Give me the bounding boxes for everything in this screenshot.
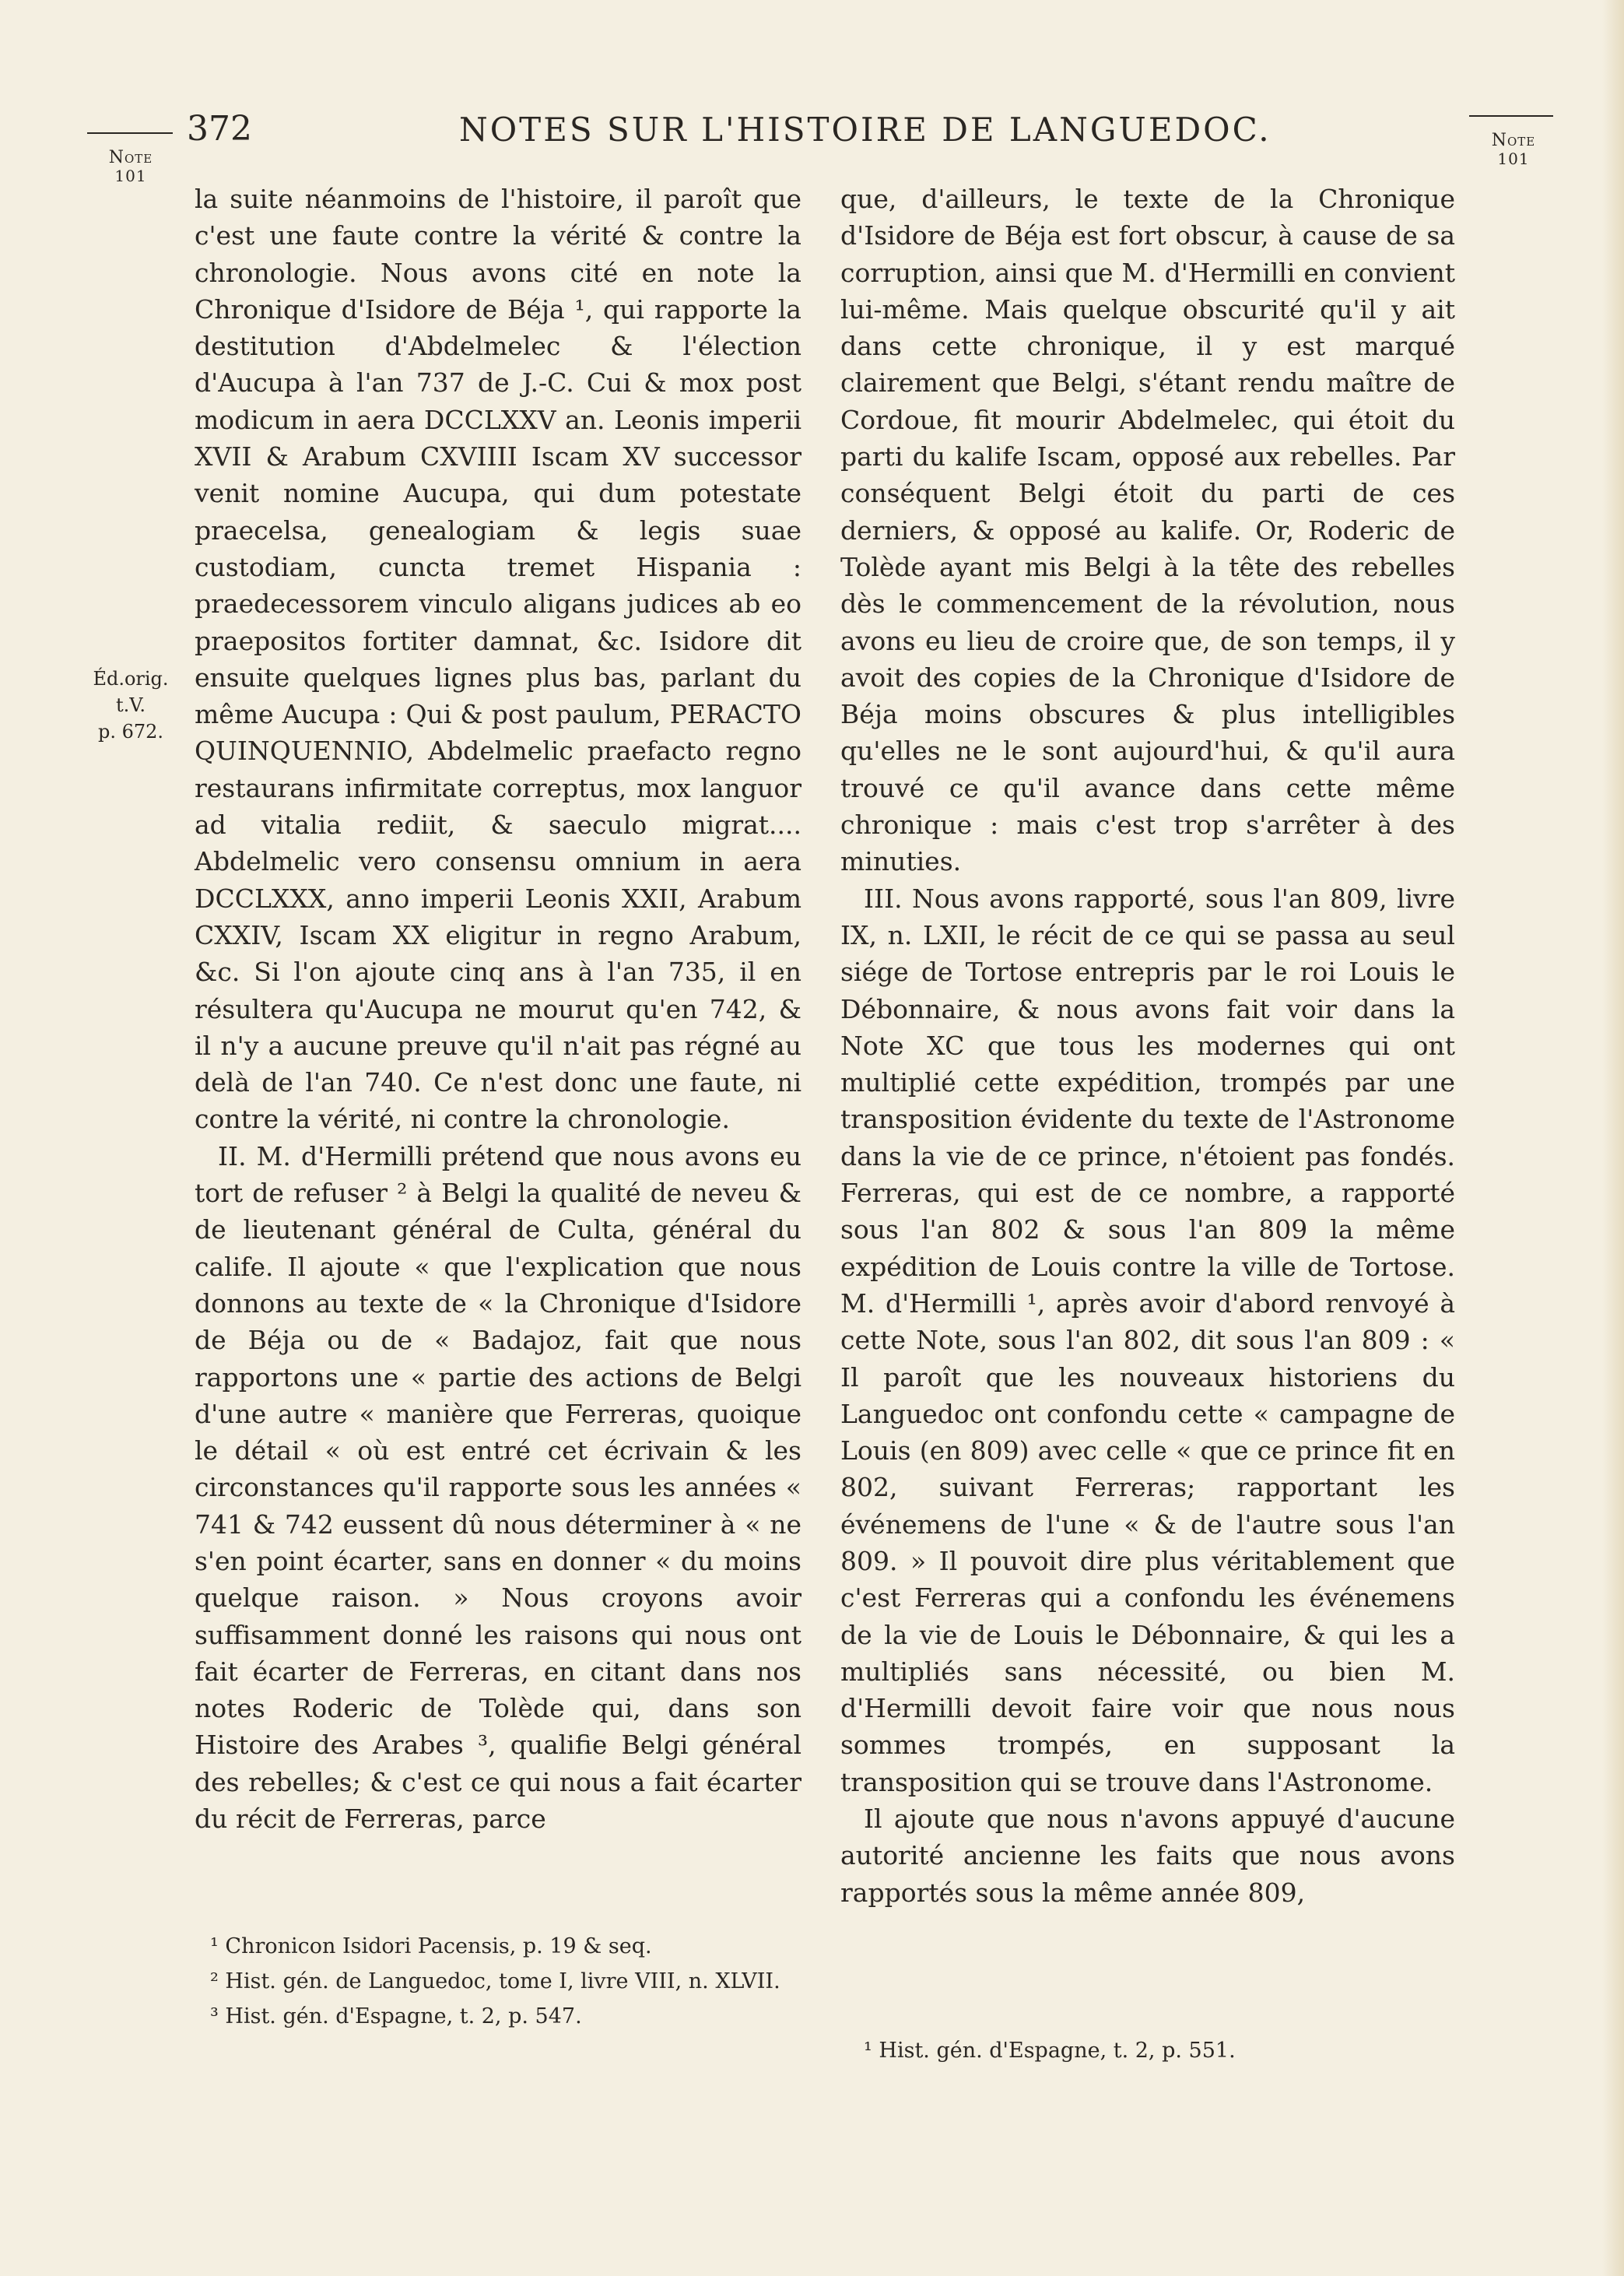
paragraph: Il ajoute que nous n'avons appuyé d'aucune autorité ancienne les faits que nous avons rapportés sous la même année 809, [840,1804,1455,1908]
margin-note-number: 101 [1497,149,1530,169]
paragraph: II. M. d'Hermilli prétend que nous avons eu tort de refuser ² à Belgi la qualité de neveu & de lieutenant général de Culta, général du calife. Il ajoute « que l'explication que nous donnons au texte de « la Chronique d'Isidore de Béja ou de « Badajoz, fait que nous rapportons une « partie des actions de Belgi d'une autre « manière que Ferreras, quoique le détail « où est entré cet écrivain & les circonstances qu'il rapporte sous les années « 741 & 742 eussent dû nous déterminer à « ne s'en point écarter, sans en donner « du moins quelque raison. » Nous croyons avoir suffisamment donné les raisons qui nous ont fait écarter de Ferreras, en citant dans nos notes Roderic de Tolède qui, dans son Histoire des Arabes ³, qualifie Belgi général des rebelles; & c'est ce qui nous a fait écarter du récit de Ferreras, parce [195,1140,801,1835]
paragraph: que, d'ailleurs, le texte de la Chronique d'Isidore de Béja est fort obscur, à cause de sa corruption, ainsi que M. d'Hermilli en convient lui-même. Mais quelque obscurité qu'il y ait dans cette chronique, il y est marqué clairement que Belgi, s'étant rendu maître de Cordoue, fit mourir Abdelmelec, qui étoit du parti du kalife Iscam, opposé aux rebelles. Par conséquent Belgi étoit du parti de ces derniers, & opposé au kalife. Or, Roderic de Tolède ayant mis Belgi à la tête des rebelles dès le commencement de la révolution, nous avons eu lieu de croire que, de son temps, il y avoit des copies de la Chronique d'Isidore de Béja moins obscures & plus intelligibles qu'elles ne le sont aujourd'hui, & qu'il aura trouvé ce qu'il avance dans cette même chronique : mais c'est trop s'arrêter à des minuties. [840,184,1455,877]
edition-sidenote [84,666,177,745]
paragraph: III. Nous avons rapporté, sous l'an 809, livre IX, n. LXII, le récit de ce qui se passa au seul siége de Tortose entrepris par le roi Louis le Débonnaire, & nous avons fait voir dans la Note XC que tous les modernes qui ont multiplié cette expédition, trompés par une transposition évidente du texte de l'Astronome dans la vie de ce prince, n'étoient pas fondés. Ferreras, qui est de ce nombre, a rapporté sous l'an 802 & sous l'an 809 la même expédition de Louis contre la ville de Tortose. M. d'Hermilli ¹, après avoir d'abord renvoyé à cette Note, sous l'an 802, dit sous l'an 809 : « Il paroît que les nouveaux historiens du Languedoc ont confondu cette « campagne de Louis (en 809) avec celle « que ce prince fit en 802, suivant Ferreras; rapportant les événemens de l'une « & de l'autre sous l'an 809. » Il pouvoit dire plus véritablement que c'est Ferreras qui a confondu les événemens de la vie de Louis le Débonnaire, & qui les a multipliés sans nécessité, ou bien M. d'Hermilli devoit faire voir que nous nous sommes trompés, en supposant la transposition qui se trouve dans l'Astronome. [840,883,1455,1797]
right-column [840,181,1455,1911]
margin-rule-right [1469,115,1553,117]
margin-note-label: Note [1491,131,1536,150]
paragraph: la suite néanmoins de l'histoire, il paroît que c'est une faute contre la vérité & contre la chronologie. Nous avons cité en note la Chronique d'Isidore de Béja ¹, qui rapporte la destitution d'Abdelmelec & l'élection d'Aucupa à l'an 737 de J.-C. Cui & mox post modicum in aera DCCLXXV an. Leonis imperii XVII & Arabum CXVIIII Iscam XV successor venit nomine Aucupa, qui dum potestate praecelsa, genealogiam & legis suae custodiam, cuncta tremet Hispania : praedecessorem vinculo aligans judices ab eo praepositos fortiter damnat, &c. Isidore dit ensuite quelques lignes plus bas, parlant du même Aucupa : Qui & post paulum, PERACTO QUINQUENNIO, Abdelmelic praefacto regno restaurans infirmitate correptus, mox languor ad vitalia rediit, & saeculo migrat.... Abdelmelic vero consensu omnium in aera DCCLXXX, anno imperii Leonis XXII, Arabum CXXIV, Iscam XX eligitur in regno Arabum, &c. Si l'on ajoute cinq ans à l'an 735, il en résultera qu'Aucupa ne mourut qu'en 742, & il n'y a aucune preuve qu'il n'ait pas régné au delà de l'an 740. Ce n'est donc une faute, ni contre la vérité, ni contre la chronologie. [195,184,801,1135]
page-header [187,109,1401,156]
footnotes-right [864,2033,1455,2068]
footnote: ³ Hist. gén. d'Espagne, t. 2, p. 547. [210,2004,582,2028]
footnote: ² Hist. gén. de Languedoc, tome I, livre VIII, n. XLVII. [210,1969,780,1993]
sidenote-line: p. 672. [97,721,164,743]
margin-rule-left [87,132,173,134]
margin-note-number: 101 [114,167,147,186]
running-title: NOTES SUR L'HISTOIRE DE LANGUEDOC. [459,111,1271,149]
margin-note-right [1471,131,1556,168]
page-number: 372 [187,109,252,149]
sidenote-line: t.V. [115,694,146,716]
margin-note-left [84,148,177,185]
footnotes-left [210,1929,809,2034]
footnote: ¹ Chronicon Isidori Pacensis, p. 19 & seq. [210,1934,652,1958]
sidenote-line: Éd.orig. [93,668,169,690]
left-column [195,181,801,1837]
margin-note-label: Note [108,148,153,167]
footnote: ¹ Hist. gén. d'Espagne, t. 2, p. 551. [864,2039,1236,2063]
page-edge [1602,0,1624,2276]
